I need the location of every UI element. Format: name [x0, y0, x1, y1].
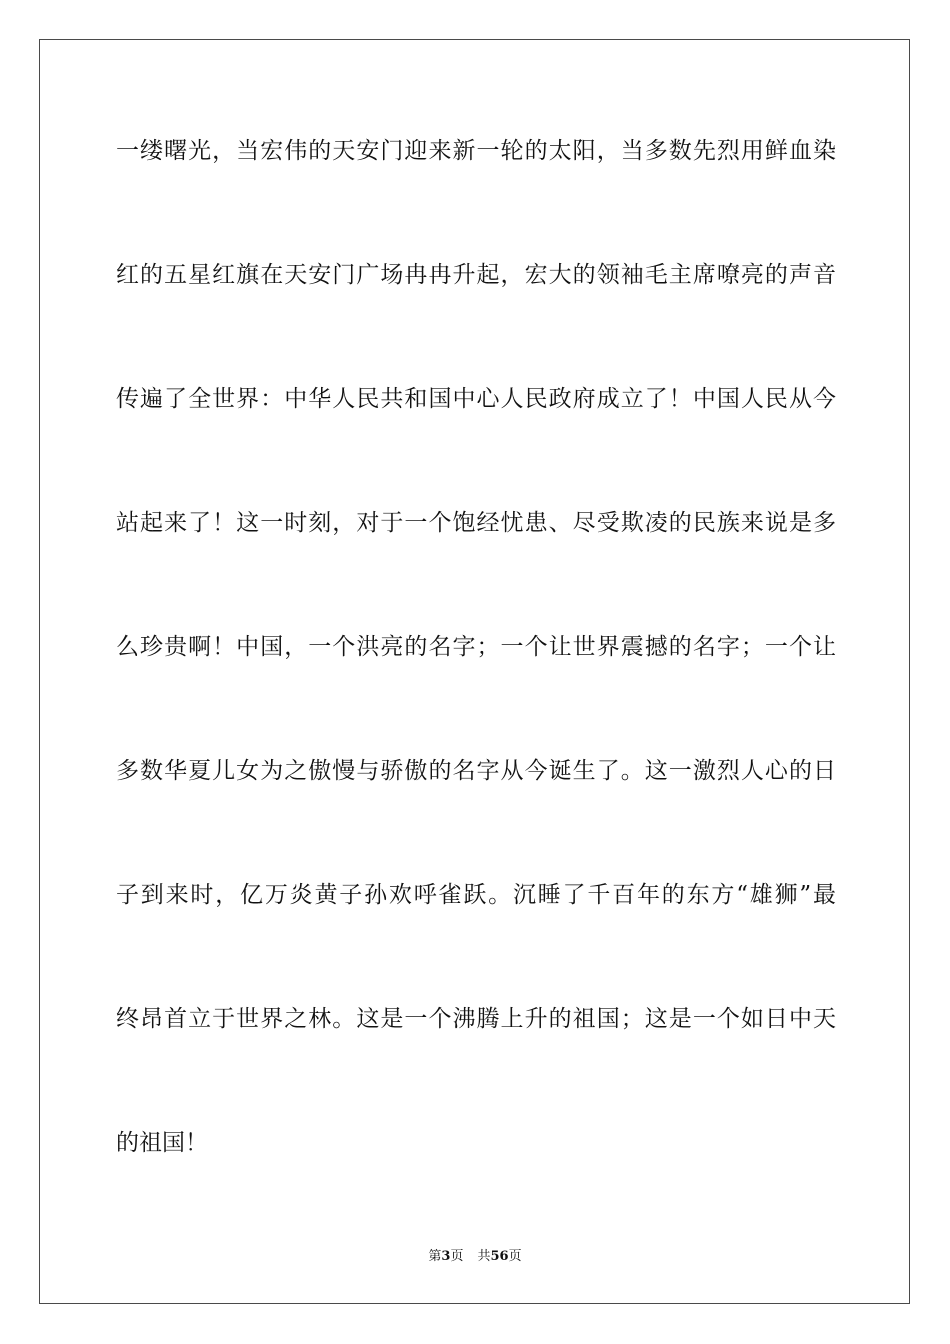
- paragraph-line-9: 的祖国！: [116, 1130, 208, 1156]
- page-number-current: 3: [441, 1249, 451, 1264]
- paragraph-line-7: 子到来时，亿万炎黄子孙欢呼雀跃。沉睡了千百年的东方“雄狮”最: [116, 882, 836, 908]
- page-footer: [0, 1248, 950, 1266]
- page-border: [39, 39, 910, 1304]
- paragraph-line-5: 么珍贵啊！中国，一个洪亮的名字；一个让世界震撼的名字；一个让: [116, 634, 836, 660]
- paragraph-line-8: 终昂首立于世界之林。这是一个沸腾上升的祖国；这是一个如日中天: [116, 1006, 836, 1032]
- page-total-suffix: 页: [508, 1249, 522, 1264]
- paragraph-line-6: 多数华夏儿女为之傲慢与骄傲的名字从今诞生了。这一激烈人心的日: [116, 758, 836, 784]
- paragraph-line-4: 站起来了！这一时刻，对于一个饱经忧患、尽受欺凌的民族来说是多: [116, 510, 836, 536]
- page-total-count: 56: [490, 1249, 509, 1264]
- page-number-prefix: 第: [428, 1249, 442, 1264]
- page-total-prefix: 共: [477, 1249, 491, 1264]
- paragraph-line-2: 红的五星红旗在天安门广场冉冉升起，宏大的领袖毛主席嘹亮的声音: [116, 262, 836, 288]
- page-number-suffix: 页: [450, 1249, 464, 1264]
- paragraph-line-1: 一缕曙光，当宏伟的天安门迎来新一轮的太阳，当多数先烈用鲜血染: [116, 138, 836, 164]
- paragraph-line-3: 传遍了全世界：中华人民共和国中心人民政府成立了！中国人民从今: [116, 386, 836, 412]
